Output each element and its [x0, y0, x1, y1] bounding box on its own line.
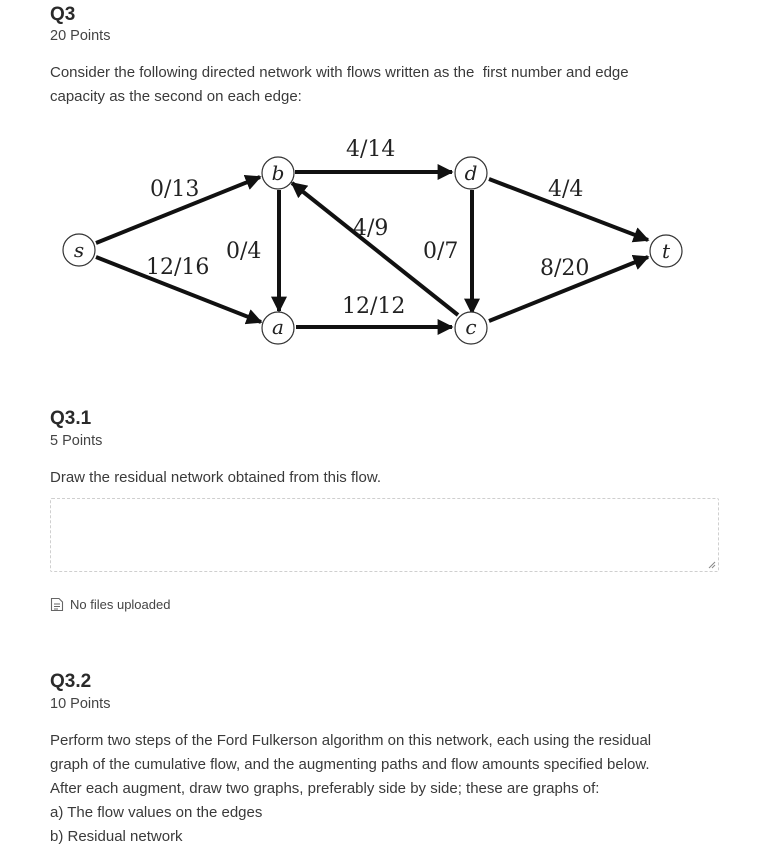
node-d-label: d [464, 161, 478, 185]
node-d [455, 157, 487, 189]
node-b [262, 157, 294, 189]
instruction-line: b) Residual network [50, 828, 183, 845]
edge-label-d-c: 0/7 [423, 239, 459, 264]
resize-handle-icon[interactable] [708, 561, 716, 569]
instruction-line: graph of the cumulative flow, and the augmenting paths and flow amounts specified below. [50, 756, 650, 773]
subquestion-points: 5 Points [50, 433, 103, 449]
description-line: capacity as the second on each edge: [50, 88, 302, 105]
answer-textarea[interactable] [50, 498, 719, 572]
instruction-line: a) The flow values on the edges [50, 804, 263, 821]
network-figure [50, 133, 719, 351]
subquestion-prompt: Draw the residual network obtained from this flow. [50, 469, 381, 486]
question-points: 20 Points [50, 28, 111, 44]
edge-label-s-b: 0/13 [150, 177, 200, 202]
file-upload-status [50, 597, 170, 612]
edge-label-s-a: 12/16 [146, 255, 210, 280]
question-title: Q3 [50, 4, 76, 25]
node-t [650, 235, 682, 267]
edge-label-d-t: 4/4 [548, 177, 584, 202]
question-description [50, 61, 710, 109]
node-a [262, 312, 294, 344]
subquestion-title: Q3.2 [50, 671, 92, 692]
instruction-line: Perform two steps of the Ford Fulkerson algorithm on this network, each using the residual [50, 732, 652, 749]
node-s [63, 234, 95, 266]
edge-label-a-c: 12/12 [342, 294, 406, 319]
subquestion-instructions [50, 729, 710, 849]
edge-label-c-b: 4/9 [353, 216, 389, 241]
node-s-label: s [73, 238, 85, 262]
node-t-label: t [661, 239, 671, 263]
edge-label-b-a: 0/4 [226, 239, 262, 264]
node-b-label: b [271, 161, 285, 185]
description-line: Consider the following directed network with flows written as the first number and edge [50, 64, 629, 81]
node-c [455, 312, 487, 344]
file-icon [50, 597, 64, 612]
node-a-label: a [272, 315, 284, 339]
file-upload-text: No files uploaded [70, 597, 171, 612]
node-c-label: c [465, 315, 477, 339]
subquestion-points: 10 Points [50, 696, 111, 712]
subquestion-title: Q3.1 [50, 408, 92, 429]
network-graph [50, 133, 719, 351]
edge-label-b-d: 4/14 [346, 137, 396, 162]
edge-label-c-t: 8/20 [540, 256, 590, 281]
instruction-line: After each augment, draw two graphs, preferably side by side; these are graphs of: [50, 780, 600, 797]
